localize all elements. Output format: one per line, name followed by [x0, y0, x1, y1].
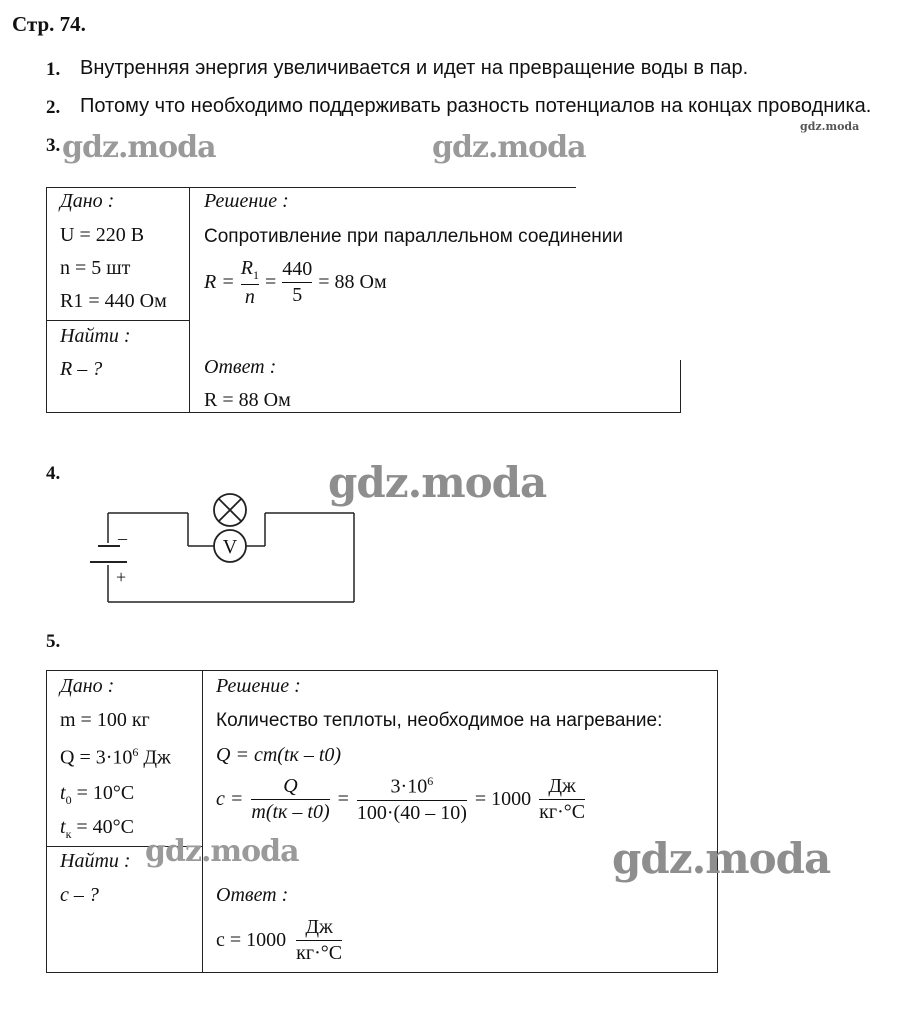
- task5-answer: [216, 916, 342, 965]
- task5-unit-num: Дж: [548, 775, 576, 798]
- task5-given-tk-sub: к: [65, 827, 72, 841]
- task3-given-resistance: R1 = 440 Ом: [60, 290, 167, 312]
- task3-fraction-1-den: n: [244, 285, 255, 308]
- item-1-number: 1.: [46, 59, 61, 80]
- voltmeter-label: V: [222, 536, 238, 558]
- task3-solution-text: Сопротивление при параллельном соединении: [204, 226, 624, 247]
- task3-formula: R = $\frac{R_1}{n}$ = $\frac{440}{5}$ = 88 Ом: [204, 257, 387, 308]
- voltmeter-icon: [214, 530, 246, 562]
- item-5-number: 5.: [46, 631, 61, 652]
- task5-answer-lhs: c = 1000: [216, 929, 287, 951]
- task5-find: c – ?: [60, 884, 99, 906]
- task3-solution-header: Решение :: [204, 190, 289, 212]
- task5-unit-fraction: [539, 775, 585, 824]
- task5-fraction-1-den: m(tк – t0): [251, 801, 330, 824]
- task5-find-header: Найти :: [60, 850, 131, 872]
- item-3-number: 3.: [46, 135, 61, 156]
- task5-formula-2-result: = 1000: [474, 788, 532, 811]
- task5-given-mass: m = 100 кг: [60, 709, 150, 731]
- battery-minus-label: –: [118, 528, 127, 548]
- watermark-mark: gdz.moda: [432, 130, 586, 165]
- task5-given-heat: [60, 745, 171, 770]
- task5-fraction-2-den: 100·(40 – 10): [356, 801, 467, 824]
- task3-given-count: n = 5 шт: [60, 257, 131, 279]
- task5-answer-unit-den: кг·°С: [296, 942, 343, 964]
- task5-answer-unit: [296, 916, 342, 965]
- task5-answer-header: Ответ :: [216, 884, 289, 906]
- task5-given-t0-sub: 0: [65, 793, 72, 807]
- task5-fraction-2: [357, 775, 467, 825]
- task5-formula-2: [216, 775, 585, 825]
- task5-fraction-2-exp: 6: [427, 774, 434, 788]
- item-2-text: Потому что необходимо поддерживать разность потенциалов на концах проводника.: [80, 95, 872, 117]
- page-title: Стр. 74.: [12, 12, 86, 36]
- task3-fraction-2: [282, 258, 312, 307]
- lamp-icon: [214, 494, 246, 526]
- item-4-number: 4.: [46, 463, 61, 484]
- task5-solution-header: Решение :: [216, 675, 301, 697]
- watermark-small: gdz.moda: [800, 120, 860, 133]
- task3-fraction-1-sub: 1: [252, 268, 259, 282]
- task5-given-tk: [60, 816, 134, 842]
- task5-formula-2-eq: =: [337, 788, 349, 811]
- task3-fraction-2-num: 440: [282, 258, 313, 281]
- task5-given-t0: [60, 782, 134, 808]
- item-1-text: Внутренняя энергия увеличивается и идет на превращение воды в пар.: [80, 57, 749, 79]
- task5-given-heat-value: Q = 3·10: [60, 746, 133, 769]
- task3-given-header: Дано :: [60, 190, 115, 212]
- task5-fraction-1: [251, 775, 329, 824]
- task5-given-t0-value: = 10°С: [71, 782, 135, 804]
- task3-fraction-1: [241, 257, 259, 309]
- task5-given-header: Дано :: [60, 675, 115, 697]
- task3-formula-lhs: R =: [204, 271, 235, 294]
- task5-fraction-1-num: Q: [283, 775, 298, 798]
- task3-find-header: Найти :: [60, 325, 131, 347]
- task3-formula-result: = 88 Ом: [318, 271, 387, 294]
- watermark-mark: gdz.moda: [612, 834, 831, 883]
- task5-formula-2-lhs: c =: [216, 788, 244, 811]
- task3-given-voltage: U = 220 В: [60, 224, 145, 246]
- task3-answer-header: Ответ :: [204, 356, 277, 378]
- task5-given-heat-exp: 6: [132, 745, 139, 759]
- watermark-mark: gdz.moda: [145, 834, 299, 869]
- task5-given-t0-symbol: t: [60, 782, 66, 804]
- task5-solution-text: Количество теплоты, необходимое на нагревание:: [216, 710, 663, 731]
- item-2-number: 2.: [46, 97, 61, 118]
- task5-given-heat-unit: Дж: [138, 746, 171, 769]
- task5-answer-unit-num: Дж: [305, 916, 333, 938]
- task5-unit-den: кг·°С: [539, 801, 586, 824]
- task5-fraction-2-num: 3·10: [390, 775, 428, 798]
- battery-plus-label: +: [116, 567, 127, 587]
- task5-given-tk-symbol: t: [60, 816, 66, 838]
- task3-fraction-1-num: R: [240, 257, 253, 279]
- watermark-mark: gdz.moda: [328, 458, 547, 507]
- task3-fraction-2-den: 5: [292, 284, 303, 307]
- battery-icon: [90, 546, 127, 562]
- task5-given-tk-value: = 40°С: [71, 816, 135, 838]
- task3-answer: R = 88 Ом: [204, 389, 291, 411]
- circuit-diagram: [80, 480, 380, 610]
- watermark-mark: gdz.moda: [62, 130, 216, 165]
- task5-formula-1: Q = cm(tк – t0): [216, 744, 342, 766]
- task3-find: R – ?: [60, 358, 103, 380]
